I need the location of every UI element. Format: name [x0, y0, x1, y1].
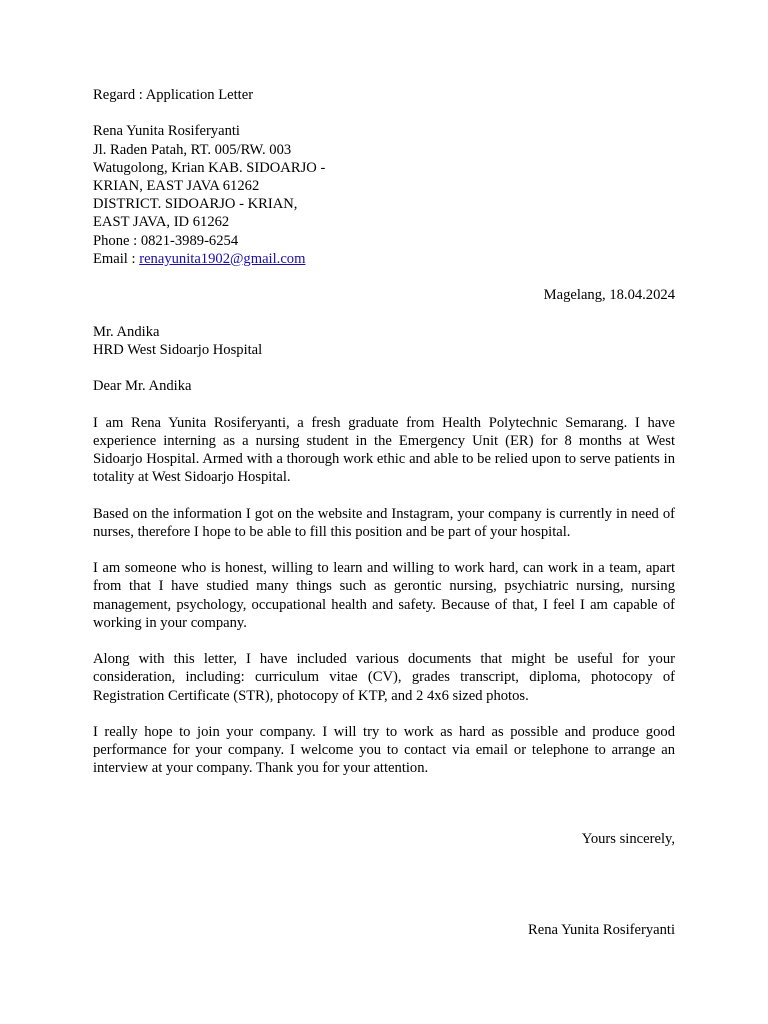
- sender-address-line: Jl. Raden Patah, RT. 005/RW. 003: [93, 141, 292, 158]
- body-paragraph-1: I am Rena Yunita Rosiferyanti, a fresh graduate from Health Polytechnic Semarang. I have experience interning as a nursing student in the Emergency Unit (ER) for 8 months at West Sidoarjo Hospital. Armed with a thorough work ethic and able to be relied upon to serve patients in totality at West Sidoarjo Hospital.: [93, 414, 675, 486]
- sender-block: [93, 122, 675, 268]
- recipient-block: [93, 323, 675, 359]
- body-paragraph-5: I really hope to join your company. I will try to work as hard as possible and produce good performance for your company. I welcome you to contact via email or telephone to arrange an interview at your company. Thank you for your attention.: [93, 723, 675, 777]
- sender-email-row: [93, 250, 675, 268]
- sender-address-line: DISTRICT. SIDOARJO - KRIAN,: [93, 196, 298, 213]
- body-paragraph-2: Based on the information I got on the website and Instagram, your company is currently in need of nurses, therefore I hope to be able to fill this position and be part of your hospital.: [93, 505, 675, 540]
- signature-name: Rena Yunita Rosiferyanti: [528, 922, 675, 938]
- sender-address-line: EAST JAVA, ID 61262: [93, 214, 230, 231]
- closing-phrase: Yours sincerely,: [581, 831, 675, 847]
- sender-email-label: Email :: [93, 250, 140, 267]
- recipient-name: Mr. Andika: [93, 323, 160, 340]
- body-paragraph-4: Along with this letter, I have included various documents that might be useful for your consideration, including: curriculum vitae (CV), grades transcript, diploma, photocopy of Registration Certificate (STR), photocopy of KTP, and 2 4x6 sized photos.: [93, 651, 675, 704]
- sender-phone: Phone : 0821-3989-6254: [93, 232, 239, 249]
- letter-date: Magelang, 18.04.2024: [543, 287, 675, 304]
- sender-address-line: Watugolong, Krian KAB. SIDOARJO -: [93, 159, 326, 176]
- sender-email-link[interactable]: renayunita1902@gmail.com: [139, 250, 306, 267]
- sender-name: Rena Yunita Rosiferyanti: [93, 123, 240, 140]
- recipient-position: HRD West Sidoarjo Hospital: [93, 341, 263, 358]
- sender-address-line: KRIAN, EAST JAVA 61262: [93, 178, 260, 194]
- body-paragraph-3: I am someone who is honest, willing to learn and willing to work hard, can work in a team, apart from that I have studied many things such as gerontic nursing, psychiatric nursing, nursing management, psychology, occupational health and safety. Because of that, I feel I am capable of working in your company.: [93, 560, 675, 631]
- letter-page: [93, 86, 675, 778]
- letter-subject: Regard : Application Letter: [93, 87, 254, 103]
- salutation: Dear Mr. Andika: [93, 378, 192, 395]
